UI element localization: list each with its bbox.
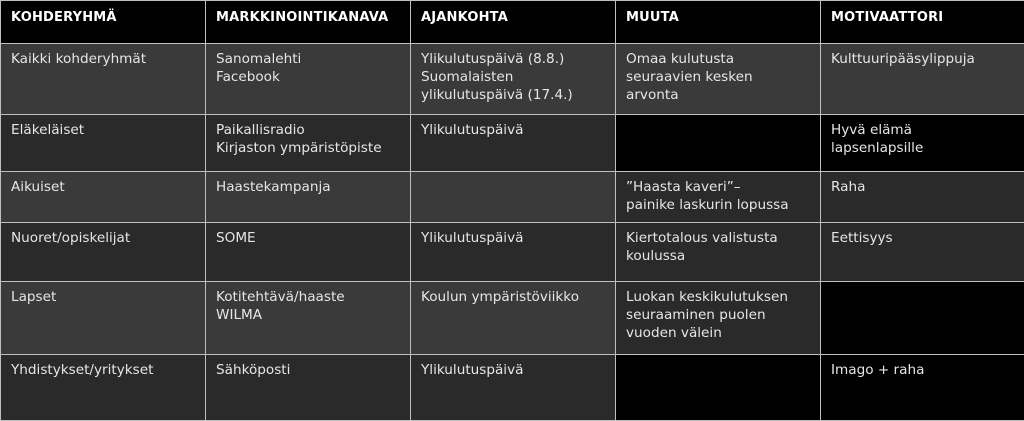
cell-line: Eläkeläiset <box>11 121 196 139</box>
cell-muuta <box>616 115 821 172</box>
cell-line: ”Haasta kaveri”– <box>626 178 811 196</box>
cell-muuta <box>616 172 821 223</box>
cell-line: Kirjaston ympäristöpiste <box>216 139 401 157</box>
cell-line: Kiertotalous valistusta <box>626 229 811 247</box>
cell-line: Facebook <box>216 68 401 86</box>
header-ajankohta: AJANKOHTA <box>411 1 616 44</box>
cell-line: Haastekampanja <box>216 178 401 196</box>
cell-line: Paikallisradio <box>216 121 401 139</box>
header-muuta: MUUTA <box>616 1 821 44</box>
cell-motivaattori <box>821 115 1024 172</box>
cell-line: Suomalaisten <box>421 68 606 86</box>
cell-ajankohta <box>411 115 616 172</box>
cell-line: vuoden välein <box>626 324 811 342</box>
cell-ajankohta <box>411 282 616 355</box>
cell-motivaattori <box>821 223 1024 282</box>
cell-ajankohta <box>411 355 616 421</box>
cell-line: WILMA <box>216 306 401 324</box>
cell-muuta <box>616 223 821 282</box>
cell-line: lapsenlapsille <box>831 139 1015 157</box>
cell-line: Omaa kulutusta <box>626 50 811 68</box>
cell-line: painike laskurin lopussa <box>626 196 811 214</box>
cell-line: Ylikulutuspäivä <box>421 361 606 379</box>
table-row <box>1 282 1024 355</box>
cell-line: Aikuiset <box>11 178 196 196</box>
cell-line: seuraaminen puolen <box>626 306 811 324</box>
cell-line: Luokan keskikulutuksen <box>626 288 811 306</box>
cell-motivaattori <box>821 172 1024 223</box>
cell-kohderyhma <box>1 282 206 355</box>
cell-line: arvonta <box>626 86 811 104</box>
cell-ajankohta <box>411 223 616 282</box>
table-row <box>1 223 1024 282</box>
cell-line: Kulttuuripääsylippuja <box>831 50 1015 68</box>
cell-kohderyhma <box>1 172 206 223</box>
cell-markkinointikanava <box>206 44 411 115</box>
cell-line: Lapset <box>11 288 196 306</box>
cell-ajankohta <box>411 44 616 115</box>
cell-line: koulussa <box>626 247 811 265</box>
cell-line: Ylikulutuspäivä <box>421 229 606 247</box>
cell-kohderyhma <box>1 44 206 115</box>
cell-motivaattori <box>821 44 1024 115</box>
cell-line: Imago + raha <box>831 361 1015 379</box>
cell-line: Sähköposti <box>216 361 401 379</box>
cell-line: Koulun ympäristöviikko <box>421 288 606 306</box>
cell-muuta <box>616 44 821 115</box>
table-row <box>1 172 1024 223</box>
cell-motivaattori <box>821 282 1024 355</box>
cell-line: Ylikulutuspäivä (8.8.) <box>421 50 606 68</box>
cell-markkinointikanava <box>206 355 411 421</box>
cell-line: Yhdistykset/yritykset <box>11 361 196 379</box>
cell-line: Raha <box>831 178 1015 196</box>
cell-markkinointikanava <box>206 223 411 282</box>
cell-line: Kotitehtävä/haaste <box>216 288 401 306</box>
header-row <box>1 1 1024 44</box>
header-motivaattori: MOTIVAATTORI <box>821 1 1024 44</box>
cell-kohderyhma <box>1 223 206 282</box>
cell-line: Ylikulutuspäivä <box>421 121 606 139</box>
cell-muuta <box>616 355 821 421</box>
table-row <box>1 355 1024 421</box>
cell-ajankohta <box>411 172 616 223</box>
cell-motivaattori <box>821 355 1024 421</box>
cell-markkinointikanava <box>206 172 411 223</box>
table-row <box>1 44 1024 115</box>
cell-kohderyhma <box>1 355 206 421</box>
header-kohderyhma: KOHDERYHMÄ <box>1 1 206 44</box>
cell-line: Sanomalehti <box>216 50 401 68</box>
table-row <box>1 115 1024 172</box>
cell-line: SOME <box>216 229 401 247</box>
cell-line: seuraavien kesken <box>626 68 811 86</box>
cell-line: Kaikki kohderyhmät <box>11 50 196 68</box>
cell-muuta <box>616 282 821 355</box>
cell-markkinointikanava <box>206 115 411 172</box>
cell-kohderyhma <box>1 115 206 172</box>
cell-line: Hyvä elämä <box>831 121 1015 139</box>
cell-line: Eettisyys <box>831 229 1015 247</box>
cell-line: Nuoret/opiskelijat <box>11 229 196 247</box>
header-markkinointikanava: MARKKINOINTIKANAVA <box>206 1 411 44</box>
cell-markkinointikanava <box>206 282 411 355</box>
cell-line: ylikulutuspäivä (17.4.) <box>421 86 606 104</box>
